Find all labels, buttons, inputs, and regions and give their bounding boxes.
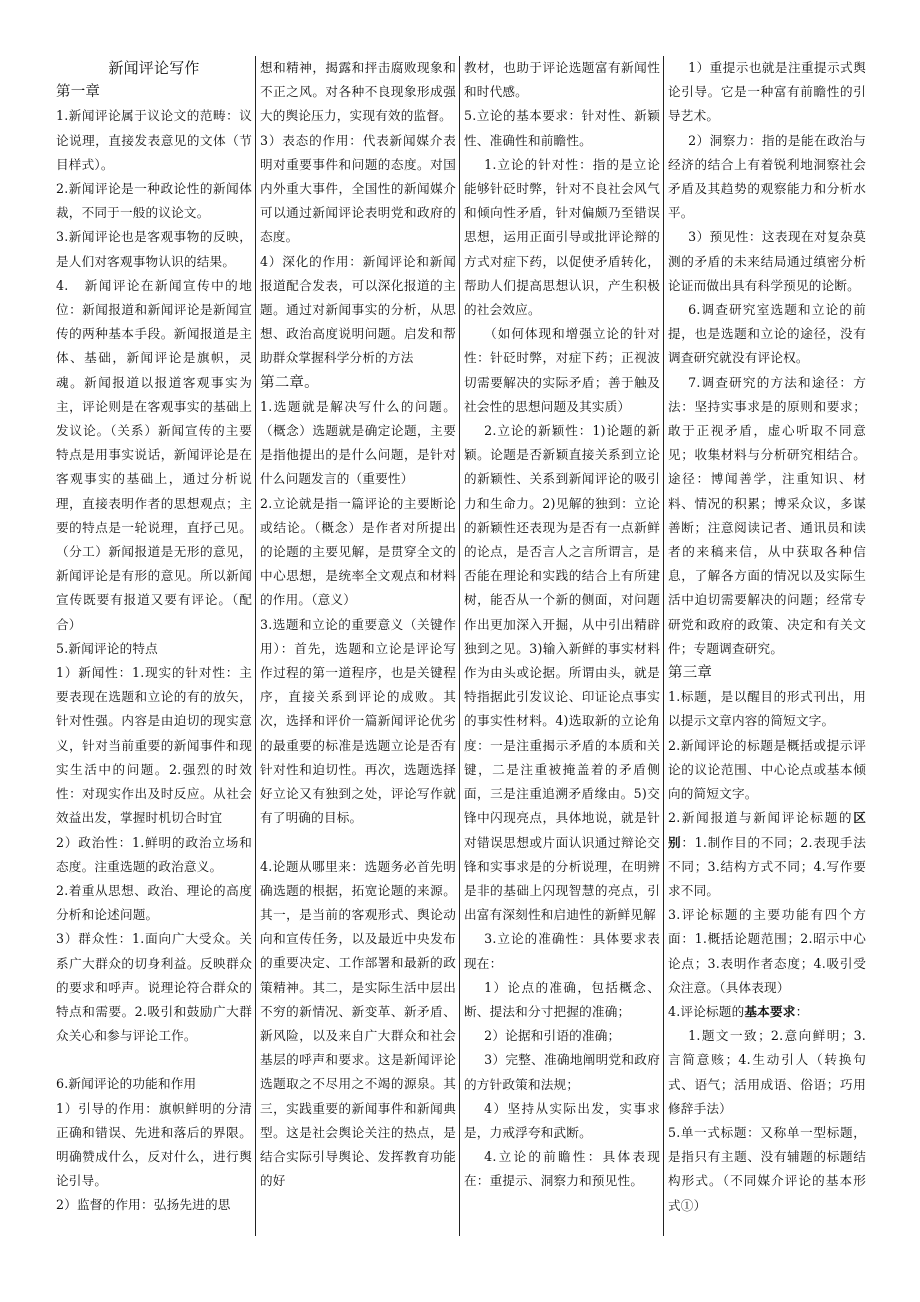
- paragraph: 6.调查研究室选题和立论的前提，也是选题和立论的途径，没有调查研究就没有评论权。: [668, 302, 866, 366]
- column-divider: [663, 56, 664, 1236]
- paragraph: 1）引导的作用：旗帜鲜明的分清正确和错误、先进和落后的界限。明确赞成什么，反对什么，进行舆论引导。: [56, 1100, 252, 1189]
- chapter-heading: 第一章: [56, 84, 101, 101]
- paragraph: 1.题文一致；2.意向鲜明；3.言简意赅；4.生动引人（转换句式、语气；活用成语、俗语；巧用修辞手法）: [668, 1028, 866, 1116]
- paragraph: 2）监督的作用：弘扬先进的思: [56, 1197, 231, 1213]
- bold-term: 基本要求: [744, 1003, 796, 1019]
- text-run: ：: [795, 1003, 809, 1019]
- paragraph: （如何体现和增强立论的针对性：针砭时弊，对症下药；正视波切需要解决的实际矛盾；善于触及社会性的思想问题及其实质）: [464, 326, 660, 414]
- text-run: ：1.制作目的不同；2.表现手法不同；3.结构方式不同；4.写作要求不同。: [668, 834, 866, 898]
- column-divider: [459, 56, 460, 1236]
- paragraph: 3）完整、准确地阐明党和政府的方针政策和法规；: [464, 1052, 660, 1092]
- blank-line: [56, 1048, 252, 1072]
- paragraph: 4. 新闻评论在新闻宣传中的地位：新闻报道和新闻评论是新闻宣传的两种基本手段。新闻报道是主体、基础，新闻评论是旗帜，灵魂。新闻报道以报道客观事实为主，评论则是在客观事实的基础上发议论。（关系）新闻宣传的主要特点是用事实说话，新闻评论是在客观事实的基础上，通过分析说理，直接表明作者的思想观点；主要的特点是一轮说理，直抒己见。（分工）新闻报道是无形的意见，新闻评论是有形的意见。所以新闻宣传既要有报道又要有评论。（配合）: [56, 277, 252, 632]
- paragraph: 3.新闻评论也是客观事物的反映，是人们对客观事物认识的结果。: [56, 229, 252, 269]
- paragraph: 2.立论的新颖性：1)论题的新颖。论题是否新颖直接关系到立论的新颖性、关系到新闻评论的吸引力和生命力。2)见解的独到：立论的新颖性还表现为是否有一点新鲜的论点，是否言人之言所谓言，是否能在理论和实践的结合上有所建树，能否从一个新的侧面，对问题作出更加深入开掘，从中引出精辟独到之见。3)输入新鲜的事实材料作为由头或论据。所谓由头，就是特指据此引发议论、印证论点事实的事实性材料。4)选取新的立论角度：一是注重揭示矛盾的本质和关键，二是注重被掩盖着的矛盾侧面，三是注重追溯矛盾缘由。5)交锋中闪现亮点，具体地说，就是针对错误思想或片面认识通过辩论交锋和实事求是的分析说理，在明辨是非的基础上闪现智慧的亮点，引出富有深刻性和启迪性的新鲜见解: [464, 423, 660, 923]
- paragraph: 4.论题从哪里来：选题务必首先明确选题的根据，拓宽论题的来源。其一，是当前的客观形式、舆论动向和宣传任务，以及最近中央发布的重要决定、工作部署和最新的政策精神。其二，是实际生活中层出不穷的新情况、新变革、新矛盾、新风险，以及来自广大群众和社会基层的呼声和要求。这是新闻评论选题取之不尽用之不竭的源泉。其三，实践重要的新闻事件和新闻典型。这是社会舆论关注的热点，是结合实际引导舆论、发挥教育功能的好: [260, 858, 456, 1189]
- column-1: [56, 56, 252, 1236]
- paragraph: 教材，也助于评论选题富有新闻性和时代感。: [464, 60, 660, 100]
- paragraph: 3.立论的准确性：具体要求表现在：: [464, 931, 660, 971]
- paragraph: 2）政治性：1.鲜明的政治立场和态度。注重选题的政治意义。: [56, 834, 252, 874]
- paragraph: 1）重提示也就是注重提示式舆论引导。它是一种富有前瞻性的引导艺术。: [668, 60, 866, 124]
- paragraph: 2.新闻评论是一种政论性的新闻体裁，不同于一般的议论文。: [56, 181, 252, 221]
- paragraph: 1.标题，是以醒目的形式刊出，用以提示文章内容的简短文字。: [668, 689, 866, 729]
- chapter-heading: 第二章。: [260, 374, 319, 391]
- paragraph: 7.调查研究的方法和途径：方法：坚持实事求是的原则和要求；敢于正视矛盾，虚心听取不同意见；收集材料与分析研究相结合。途径：博闻善学，注重知识、材料、情况的积累；博采众议，多谋善断；注意阅读记者、通讯员和读者的来稿来信，从中获取各种信息，了解各方面的情况以及实际生活中迫切需要解决的问题；经常专研党和政府的政策、决定和有关文件；专题调查研究。: [668, 374, 866, 656]
- paragraph: 4）坚持从实际出发，实事求是，力戒浮夸和武断。: [464, 1100, 660, 1140]
- bold-term: 区别: [668, 810, 866, 850]
- paragraph: 1.选题就是解决写什么的问题。（概念）选题就是确定论题，主要是指他提出的是什么问题，是针对什么问题发言的（重要性）: [260, 398, 456, 487]
- paragraph: 5.新闻评论的特点: [56, 640, 158, 656]
- column-2: [260, 56, 456, 1236]
- paragraph: 想和精神，揭露和抨击腐败现象和不正之风。对各种不良现象形成强大的舆论压力，实现有效的监督。: [260, 60, 456, 124]
- column-3: [464, 56, 660, 1236]
- paragraph: 2.立论就是指一篇评论的主要断论或结论。（概念）是作者对所提出的论题的主要见解，是贯穿全文的中心思想，是统率全文观点和材料的作用。（意义）: [260, 495, 456, 608]
- blank-line: [260, 831, 456, 855]
- column-4: [668, 56, 866, 1236]
- paragraph: [668, 1000, 866, 1024]
- column-divider: [255, 56, 256, 1236]
- paragraph: 1.新闻评论属于议论文的范畴：议论说理，直接发表意见的文体（节目样式）。: [56, 108, 252, 172]
- chapter-heading: 第三章: [668, 665, 713, 682]
- paragraph: 1）新闻性：1.现实的针对性：主要表现在选题和立论的有的放矢，针对性强。内容是由迫切的现实意义，针对当前重要的新闻事件和现实生活中的问题。2.强烈的时效性：对现实作出及时反应。从社会效益出发，掌握时机切合时宜: [56, 665, 252, 826]
- paragraph: 6.新闻评论的功能和作用: [56, 1076, 197, 1092]
- paragraph: 3）群众性：1.面向广大受众。关系广大群众的切身利益。反映群众的要求和呼声。说理论符合群众的特点和需要。2.吸引和鼓励广大群众关心和参与评论工作。: [56, 931, 252, 1044]
- paragraph: 5.立论的基本要求：针对性、新颖性、准确性和前瞻性。: [464, 108, 660, 148]
- paragraph: 4.立论的前瞻性：具体表现在：重提示、洞察力和预见性。: [464, 1149, 660, 1189]
- paragraph: 3.评论标题的主要功能有四个方面：1.概括论题范围；2.昭示中心论点；3.表明作者态度；4.吸引受众注意。（具体表现）: [668, 907, 866, 995]
- paragraph: 4）深化的作用：新闻评论和新闻报道配合发表，可以深化报道的主题。通过对新闻事实的分析，从思想、政治高度说明问题。启发和帮助群众掌握科学分析的方法: [260, 253, 456, 366]
- paragraph: 2）洞察力：指的是能在政治与经济的结合上有着锐利地洞察社会矛盾及其趋势的观察能力和分析水平。: [668, 132, 866, 221]
- paragraph: 5.单一式标题：又称单一型标题，是指只有主题、没有辅题的标题结构形式。（不同媒介评论的基本形式①）: [668, 1124, 866, 1213]
- paragraph: 1）论点的准确，包括概念、断、提法和分寸把握的准确；: [464, 979, 660, 1019]
- paragraph: 1.立论的针对性：指的是立论能够针砭时弊，针对不良社会风气和倾向性矛盾，针对偏颇乃至错误思想，运用正面引导或批评论辩的方式对症下药，以促使矛盾转化，帮助人们提高思想认识，产生积极的社会效应。: [464, 156, 660, 318]
- paragraph: 2.着重从思想、政治、理论的高度分析和论述问题。: [56, 882, 252, 923]
- paragraph: 2）论据和引语的准确；: [484, 1028, 621, 1044]
- paragraph: 3）预见性：这表现在对复杂莫测的矛盾的未来结局通过缜密分析论证而做出具有科学预见的论断。: [668, 229, 866, 293]
- paragraph: 2.新闻评论的标题是概括或提示评论的议论范围、中心论点或基本倾向的简短文字。: [668, 737, 866, 802]
- text-run: 2.新闻报道与新闻评论标题的: [668, 810, 854, 826]
- text-run: 4.评论标题的: [668, 1003, 745, 1019]
- document-title: 新闻评论写作: [108, 59, 200, 77]
- paragraph: [668, 806, 866, 903]
- paragraph: 3.选题和立论的重要意义（关键作用）：首先，选题和立论是评论写作过程的第一道程序，也是关键程序，直接关系到评论的成败。其次，选择和评价一篇新闻评论优劣的最重要的标准是选题立论是否有针对性和迫切性。再次，选题选择好立论又有独到之处，评论写作就有了明确的目标。: [260, 616, 456, 826]
- paragraph: 3）表态的作用：代表新闻媒介表明对重要事件和问题的态度。对国内外重大事件，全国性的新闻媒介可以通过新闻评论表明党和政府的态度。: [260, 132, 456, 245]
